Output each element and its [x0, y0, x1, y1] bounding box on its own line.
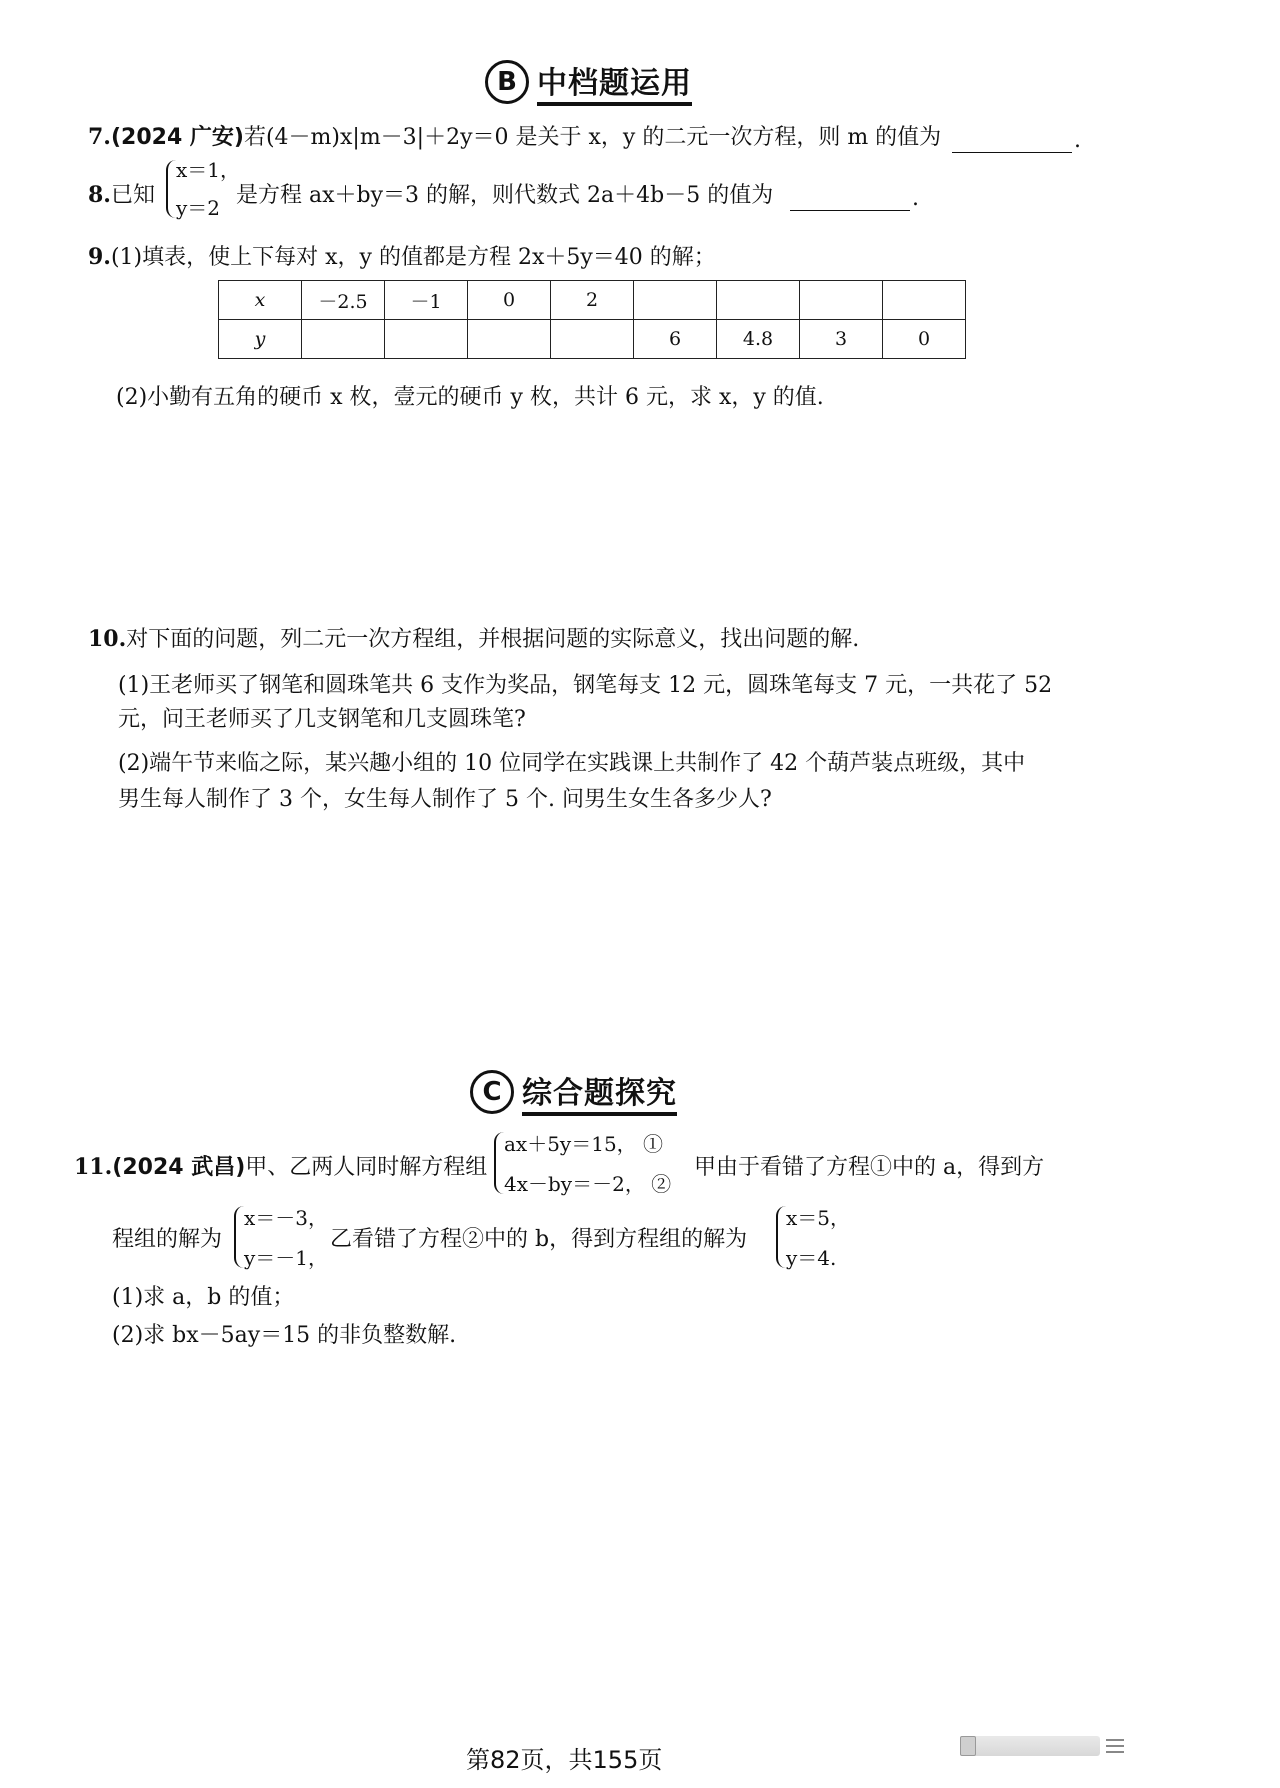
question-11-part-1: (1)求 a，b 的值； [112, 1285, 295, 1310]
question-number: 7. [88, 124, 111, 150]
table-cell: 6 [634, 320, 717, 359]
question-part-1: (1)填表，使上下每对 x，y 的值都是方程 2x＋5y＝40 的解； [110, 245, 716, 270]
table-cell: 0 [883, 320, 966, 359]
section-c-badge: C [470, 1070, 514, 1114]
table-cell-blank[interactable] [800, 281, 883, 320]
question-10-part-2-line-1: (2)端午节来临之际，某兴趣小组的 10 位同学在实践课上共制作了 42 个葫芦装点班级，其中 [118, 751, 1026, 776]
table-cell: 0 [468, 281, 551, 320]
table-cell-blank[interactable] [634, 281, 717, 320]
question-11-text-2-pre: 程组的解为 [112, 1227, 223, 1252]
table-cell: 3 [800, 320, 883, 359]
scrollbar-thumb[interactable] [960, 1736, 976, 1756]
horizontal-scrollbar[interactable] [960, 1736, 1100, 1756]
question-prefix: 已知 [110, 183, 155, 208]
question-number: 10. [88, 626, 127, 652]
system-brace [166, 160, 176, 218]
table-cell: －2.5 [302, 281, 385, 320]
table-cell-blank[interactable] [883, 281, 966, 320]
table-cell-blank[interactable] [551, 320, 634, 359]
section-c-title: 综合题探究 [522, 1068, 677, 1116]
table-cell: x [219, 281, 302, 320]
table-cell: y [219, 320, 302, 359]
question-10 [88, 622, 859, 653]
question-source: (2024 武昌) [112, 1155, 246, 1180]
table-cell: 2 [551, 281, 634, 320]
table-cell: 4.8 [717, 320, 800, 359]
solution-2-line-1: x＝5， [786, 1206, 851, 1230]
system-line-1: x＝1， [176, 158, 241, 182]
solution-1-line-1: x＝－3， [244, 1206, 329, 1230]
system-line-2: 4x－by＝－2， ② [504, 1172, 672, 1196]
question-text: 若(4－m)x|m－3|＋2y＝0 是关于 x，y 的二元一次方程，则 m 的值为 [243, 125, 942, 150]
question-11-text-1: 甲由于看错了方程①中的 a，得到方 [694, 1155, 1045, 1180]
solution-brace [776, 1206, 786, 1268]
question-8-pre [88, 178, 155, 209]
table-cell-blank[interactable] [385, 320, 468, 359]
question-10-part-1-line-2: 元，问王老师买了几支钢笔和几支圆珠笔? [118, 707, 526, 732]
table-cell-blank[interactable] [468, 320, 551, 359]
solution-2-line-2: y＝4. [786, 1246, 837, 1270]
question-source: (2024 广安) [110, 125, 244, 150]
table-cell-blank[interactable] [717, 281, 800, 320]
question-11-pre [74, 1150, 487, 1181]
answer-blank-8[interactable] [790, 188, 910, 211]
section-c-header [470, 1068, 677, 1116]
section-b-badge: B [485, 60, 529, 104]
solution-1-line-2: y＝－1， [244, 1246, 329, 1270]
question-8-text: 是方程 ax＋by＝3 的解，则代数式 2a＋4b－5 的值为 [236, 183, 774, 208]
question-7 [88, 120, 941, 151]
menu-lines-icon[interactable] [1104, 1736, 1126, 1756]
question-11-text-2-mid: 乙看错了方程②中的 b，得到方程组的解为 [330, 1227, 748, 1252]
system-line-1: ax＋5y＝15， ① [504, 1132, 664, 1156]
answer-blank-7[interactable] [952, 130, 1072, 153]
question-number: 9. [88, 244, 111, 270]
question-11-part-2: (2)求 bx－5ay＝15 的非负整数解. [112, 1323, 457, 1348]
question-8-end: . [912, 186, 919, 211]
table-row-x [219, 281, 966, 320]
table-cell: －1 [385, 281, 468, 320]
system-line-2: y＝2 [176, 196, 221, 220]
solution-brace [234, 1206, 244, 1268]
question-10-part-2-line-2: 男生每人制作了 3 个，女生每人制作了 5 个. 问男生女生各多少人? [118, 787, 772, 812]
question-prefix: 甲、乙两人同时解方程组 [245, 1155, 488, 1180]
table-row-y [219, 320, 966, 359]
question-number: 11. [74, 1154, 113, 1180]
system-brace [494, 1132, 504, 1194]
page-indicator: 第82页，共155页 [466, 1746, 663, 1774]
question-text: 对下面的问题，列二元一次方程组，并根据问题的实际意义，找出问题的解. [126, 627, 860, 652]
section-b-title: 中档题运用 [537, 58, 692, 106]
question-9 [88, 240, 716, 271]
question-7-end: . [1074, 128, 1081, 153]
question-number: 8. [88, 182, 111, 208]
table-cell-blank[interactable] [302, 320, 385, 359]
xy-table [218, 280, 966, 359]
question-10-part-1-line-1: (1)王老师买了钢笔和圆珠笔共 6 支作为奖品，钢笔每支 12 元，圆珠笔每支 7 元，一共花了 52 [118, 673, 1053, 698]
section-b-header [485, 58, 692, 106]
question-9-part-2: (2)小勤有五角的硬币 x 枚，壹元的硬币 y 枚，共计 6 元，求 x，y 的值. [116, 385, 824, 410]
